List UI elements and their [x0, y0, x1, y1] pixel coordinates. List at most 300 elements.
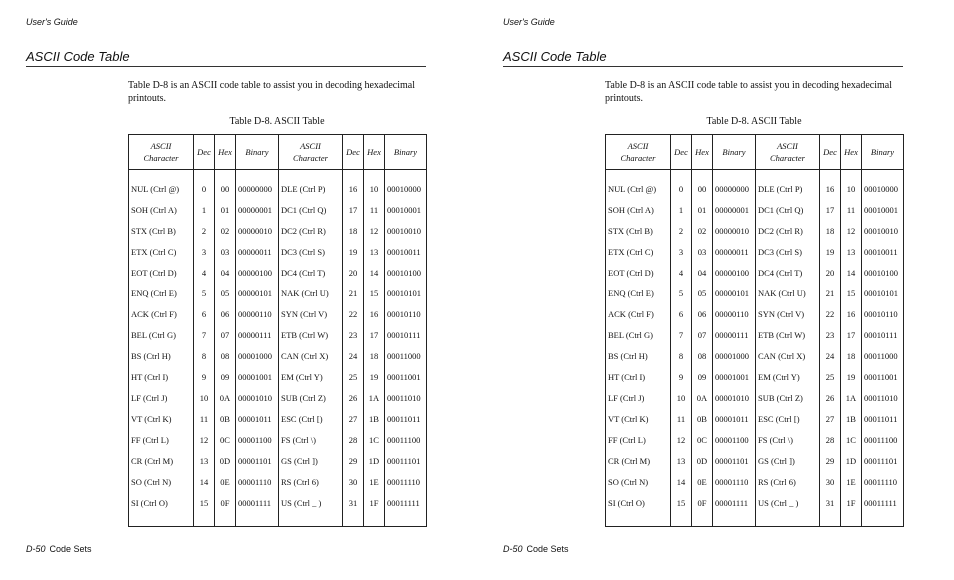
cell-binary: 00001111: [713, 493, 756, 514]
cell-dec: 5: [671, 283, 692, 304]
cell-hex: 15: [364, 283, 385, 304]
cell-hex: 0E: [215, 472, 236, 493]
table-bottom-spacer: [129, 514, 427, 527]
cell-ascii-char: EM (Ctrl Y): [756, 367, 820, 388]
cell-binary: 00001010: [236, 388, 279, 409]
cell-ascii-char: STX (Ctrl B): [129, 220, 194, 241]
cell-hex: 0D: [692, 451, 713, 472]
cell-dec: 26: [820, 388, 841, 409]
cell-binary: 00000001: [236, 199, 279, 220]
cell-ascii-char: SO (Ctrl N): [129, 472, 194, 493]
cell-ascii-char: BEL (Ctrl G): [606, 325, 671, 346]
cell-hex: 08: [215, 346, 236, 367]
cell-binary: 00011111: [862, 493, 904, 514]
cell-binary: 00001000: [713, 346, 756, 367]
cell-hex: 17: [841, 325, 862, 346]
cell-hex: 16: [841, 304, 862, 325]
cell-hex: 06: [692, 304, 713, 325]
cell-binary: 00010110: [385, 304, 427, 325]
cell-binary: 00011100: [862, 430, 904, 451]
cell-hex: 12: [841, 220, 862, 241]
cell-dec: 16: [820, 170, 841, 200]
cell-dec: 12: [194, 430, 215, 451]
header-ascii-character: ASCII Character: [756, 135, 820, 170]
cell-hex: 1E: [364, 472, 385, 493]
cell-dec: 19: [343, 241, 364, 262]
cell-ascii-char: EOT (Ctrl D): [606, 262, 671, 283]
cell-ascii-char: STX (Ctrl B): [606, 220, 671, 241]
table-row: [129, 451, 427, 472]
table-row: [129, 283, 427, 304]
cell-ascii-char: ACK (Ctrl F): [129, 304, 194, 325]
cell-ascii-char: ETB (Ctrl W): [279, 325, 343, 346]
cell-ascii-char: ENQ (Ctrl E): [129, 283, 194, 304]
cell-ascii-char: SYN (Ctrl V): [279, 304, 343, 325]
section-title: ASCII Code Table: [26, 49, 426, 67]
cell-hex: 1F: [841, 493, 862, 514]
cell-hex: 15: [841, 283, 862, 304]
table-row: [606, 472, 904, 493]
cell-dec: 30: [343, 472, 364, 493]
table-row: [606, 304, 904, 325]
cell-binary: 00000010: [713, 220, 756, 241]
cell-ascii-char: GS (Ctrl ]): [279, 451, 343, 472]
cell-ascii-char: DC3 (Ctrl S): [756, 241, 820, 262]
cell-hex: 05: [215, 283, 236, 304]
cell-dec: 8: [194, 346, 215, 367]
page-right: [477, 0, 954, 580]
header-binary: Binary: [385, 135, 427, 170]
cell-dec: 4: [194, 262, 215, 283]
cell-binary: 00011101: [862, 451, 904, 472]
cell-binary: 00011011: [385, 409, 427, 430]
cell-dec: 23: [820, 325, 841, 346]
cell-binary: 00011001: [385, 367, 427, 388]
table-bottom-spacer: [606, 514, 904, 527]
cell-dec: 7: [671, 325, 692, 346]
cell-ascii-char: DLE (Ctrl P): [756, 170, 820, 200]
cell-hex: 13: [364, 241, 385, 262]
header-binary: Binary: [862, 135, 904, 170]
cell-ascii-char: DC4 (Ctrl T): [279, 262, 343, 283]
cell-binary: 00010001: [385, 199, 427, 220]
cell-hex: 11: [841, 199, 862, 220]
cell-dec: 19: [820, 241, 841, 262]
table-row: [129, 325, 427, 346]
cell-dec: 17: [343, 199, 364, 220]
cell-ascii-char: CAN (Ctrl X): [279, 346, 343, 367]
cell-hex: 1C: [364, 430, 385, 451]
cell-binary: 00001101: [236, 451, 279, 472]
cell-ascii-char: DC2 (Ctrl R): [279, 220, 343, 241]
cell-binary: 00000110: [236, 304, 279, 325]
cell-dec: 27: [343, 409, 364, 430]
table-row: [129, 493, 427, 514]
cell-hex: 10: [841, 170, 862, 200]
cell-hex: 0C: [215, 430, 236, 451]
cell-hex: 17: [364, 325, 385, 346]
running-header: User's Guide: [26, 17, 78, 27]
cell-binary: 00010110: [862, 304, 904, 325]
cell-ascii-char: US (Ctrl _ ): [756, 493, 820, 514]
cell-dec: 13: [671, 451, 692, 472]
cell-hex: 18: [841, 346, 862, 367]
cell-binary: 00010101: [385, 283, 427, 304]
cell-ascii-char: EM (Ctrl Y): [279, 367, 343, 388]
table-row: [606, 451, 904, 472]
cell-binary: 00011110: [385, 472, 427, 493]
cell-binary: 00010100: [385, 262, 427, 283]
cell-binary: 00000001: [713, 199, 756, 220]
cell-ascii-char: CR (Ctrl M): [606, 451, 671, 472]
cell-hex: 1A: [364, 388, 385, 409]
table-row: [129, 199, 427, 220]
cell-ascii-char: RS (Ctrl 6): [279, 472, 343, 493]
cell-binary: 00010011: [862, 241, 904, 262]
cell-binary: 00010010: [862, 220, 904, 241]
cell-ascii-char: NUL (Ctrl @): [606, 170, 671, 200]
header-dec: Dec: [671, 135, 692, 170]
cell-ascii-char: SUB (Ctrl Z): [756, 388, 820, 409]
cell-hex: 0D: [215, 451, 236, 472]
cell-binary: 00010101: [862, 283, 904, 304]
cell-ascii-char: US (Ctrl _ ): [279, 493, 343, 514]
cell-ascii-char: SOH (Ctrl A): [606, 199, 671, 220]
cell-hex: 19: [841, 367, 862, 388]
cell-hex: 13: [841, 241, 862, 262]
cell-dec: 20: [343, 262, 364, 283]
table-row: [606, 367, 904, 388]
cell-binary: 00000010: [236, 220, 279, 241]
header-hex: Hex: [841, 135, 862, 170]
cell-ascii-char: HT (Ctrl I): [129, 367, 194, 388]
cell-hex: 09: [215, 367, 236, 388]
cell-binary: 00010111: [862, 325, 904, 346]
table-row: [606, 220, 904, 241]
cell-ascii-char: ETX (Ctrl C): [606, 241, 671, 262]
cell-ascii-char: SUB (Ctrl Z): [279, 388, 343, 409]
cell-hex: 0A: [215, 388, 236, 409]
table-row: [129, 304, 427, 325]
cell-dec: 11: [671, 409, 692, 430]
cell-dec: 31: [343, 493, 364, 514]
cell-binary: 00001011: [713, 409, 756, 430]
cell-ascii-char: ETX (Ctrl C): [129, 241, 194, 262]
cell-ascii-char: VT (Ctrl K): [606, 409, 671, 430]
cell-hex: 02: [215, 220, 236, 241]
cell-ascii-char: LF (Ctrl J): [129, 388, 194, 409]
cell-hex: 19: [364, 367, 385, 388]
table-row: [606, 430, 904, 451]
header-ascii-character: ASCII Character: [279, 135, 343, 170]
table-row: [129, 409, 427, 430]
cell-dec: 20: [820, 262, 841, 283]
cell-dec: 13: [194, 451, 215, 472]
cell-hex: 07: [692, 325, 713, 346]
cell-hex: 0E: [692, 472, 713, 493]
cell-dec: 1: [194, 199, 215, 220]
cell-dec: 15: [194, 493, 215, 514]
header-hex: Hex: [215, 135, 236, 170]
cell-ascii-char: HT (Ctrl I): [606, 367, 671, 388]
cell-binary: 00011000: [385, 346, 427, 367]
table-row: [606, 388, 904, 409]
cell-binary: 00000000: [236, 170, 279, 200]
cell-dec: 7: [194, 325, 215, 346]
cell-dec: 23: [343, 325, 364, 346]
table-row: [606, 325, 904, 346]
cell-ascii-char: FS (Ctrl \): [279, 430, 343, 451]
cell-binary: 00011100: [385, 430, 427, 451]
cell-hex: 1B: [841, 409, 862, 430]
cell-hex: 09: [692, 367, 713, 388]
cell-binary: 00001110: [713, 472, 756, 493]
cell-dec: 30: [820, 472, 841, 493]
cell-binary: 00011111: [385, 493, 427, 514]
cell-dec: 26: [343, 388, 364, 409]
cell-dec: 17: [820, 199, 841, 220]
table-body: [606, 170, 904, 527]
page-footer: [26, 544, 92, 554]
cell-hex: 1A: [841, 388, 862, 409]
cell-dec: 24: [820, 346, 841, 367]
cell-dec: 18: [820, 220, 841, 241]
cell-dec: 27: [820, 409, 841, 430]
cell-dec: 22: [343, 304, 364, 325]
cell-dec: 10: [194, 388, 215, 409]
cell-hex: 1C: [841, 430, 862, 451]
table-body: [129, 170, 427, 527]
table-row: [606, 409, 904, 430]
cell-ascii-char: DC2 (Ctrl R): [756, 220, 820, 241]
cell-dec: 25: [343, 367, 364, 388]
table-row: [606, 493, 904, 514]
cell-dec: 18: [343, 220, 364, 241]
footer-section: Code Sets: [49, 544, 92, 554]
table-row: [129, 472, 427, 493]
cell-ascii-char: DC1 (Ctrl Q): [279, 199, 343, 220]
cell-binary: 00010000: [862, 170, 904, 200]
cell-hex: 02: [692, 220, 713, 241]
footer-page-number: D-50: [26, 544, 46, 554]
cell-dec: 1: [671, 199, 692, 220]
cell-binary: 00010011: [385, 241, 427, 262]
cell-hex: 1D: [841, 451, 862, 472]
cell-ascii-char: FF (Ctrl L): [129, 430, 194, 451]
cell-ascii-char: DLE (Ctrl P): [279, 170, 343, 200]
cell-hex: 0F: [692, 493, 713, 514]
cell-ascii-char: ETB (Ctrl W): [756, 325, 820, 346]
ascii-table: [128, 134, 427, 527]
table-row: [606, 283, 904, 304]
cell-ascii-char: BS (Ctrl H): [606, 346, 671, 367]
cell-binary: 00011010: [385, 388, 427, 409]
cell-binary: 00011011: [862, 409, 904, 430]
cell-ascii-char: ENQ (Ctrl E): [606, 283, 671, 304]
cell-ascii-char: CAN (Ctrl X): [756, 346, 820, 367]
cell-dec: 11: [194, 409, 215, 430]
table-row: [129, 367, 427, 388]
table-row: [129, 346, 427, 367]
cell-hex: 04: [215, 262, 236, 283]
cell-dec: 15: [671, 493, 692, 514]
ascii-table: [605, 134, 904, 527]
cell-hex: 04: [692, 262, 713, 283]
cell-dec: 10: [671, 388, 692, 409]
cell-ascii-char: FF (Ctrl L): [606, 430, 671, 451]
cell-ascii-char: DC1 (Ctrl Q): [756, 199, 820, 220]
cell-binary: 00011101: [385, 451, 427, 472]
cell-binary: 00000110: [713, 304, 756, 325]
page-footer: [503, 544, 569, 554]
cell-hex: 06: [215, 304, 236, 325]
cell-ascii-char: CR (Ctrl M): [129, 451, 194, 472]
cell-binary: 00000111: [236, 325, 279, 346]
cell-hex: 0A: [692, 388, 713, 409]
cell-ascii-char: DC4 (Ctrl T): [756, 262, 820, 283]
cell-hex: 03: [215, 241, 236, 262]
cell-dec: 6: [671, 304, 692, 325]
cell-dec: 2: [194, 220, 215, 241]
cell-dec: 3: [194, 241, 215, 262]
cell-ascii-char: SYN (Ctrl V): [756, 304, 820, 325]
cell-dec: 31: [820, 493, 841, 514]
cell-dec: 12: [671, 430, 692, 451]
cell-hex: 07: [215, 325, 236, 346]
cell-binary: 00001100: [236, 430, 279, 451]
table-row: [129, 170, 427, 200]
footer-section: Code Sets: [526, 544, 569, 554]
cell-ascii-char: SOH (Ctrl A): [129, 199, 194, 220]
cell-ascii-char: NUL (Ctrl @): [129, 170, 194, 200]
cell-dec: 2: [671, 220, 692, 241]
cell-hex: 03: [692, 241, 713, 262]
cell-dec: 14: [194, 472, 215, 493]
cell-binary: 00001010: [713, 388, 756, 409]
table-caption: Table D-8. ASCII Table: [229, 116, 325, 127]
cell-ascii-char: ESC (Ctrl [): [756, 409, 820, 430]
cell-ascii-char: BEL (Ctrl G): [129, 325, 194, 346]
table-row: [129, 430, 427, 451]
cell-dec: 14: [671, 472, 692, 493]
cell-hex: 0B: [215, 409, 236, 430]
cell-binary: 00010111: [385, 325, 427, 346]
cell-ascii-char: DC3 (Ctrl S): [279, 241, 343, 262]
cell-ascii-char: FS (Ctrl \): [756, 430, 820, 451]
header-dec: Dec: [194, 135, 215, 170]
cell-hex: 0F: [215, 493, 236, 514]
cell-dec: 28: [820, 430, 841, 451]
cell-hex: 0B: [692, 409, 713, 430]
cell-dec: 0: [194, 170, 215, 200]
header-dec: Dec: [343, 135, 364, 170]
cell-hex: 18: [364, 346, 385, 367]
cell-dec: 29: [343, 451, 364, 472]
table-row: [606, 241, 904, 262]
cell-dec: 3: [671, 241, 692, 262]
cell-binary: 00001001: [713, 367, 756, 388]
table-row: [606, 199, 904, 220]
cell-dec: 24: [343, 346, 364, 367]
cell-hex: 12: [364, 220, 385, 241]
table-caption: Table D-8. ASCII Table: [706, 116, 802, 127]
cell-hex: 1B: [364, 409, 385, 430]
cell-binary: 00011000: [862, 346, 904, 367]
table-row: [129, 388, 427, 409]
header-ascii-character: ASCII Character: [606, 135, 671, 170]
cell-binary: 00010001: [862, 199, 904, 220]
cell-ascii-char: BS (Ctrl H): [129, 346, 194, 367]
cell-hex: 16: [364, 304, 385, 325]
cell-binary: 00010000: [385, 170, 427, 200]
footer-page-number: D-50: [503, 544, 523, 554]
cell-dec: 16: [343, 170, 364, 200]
cell-binary: 00000111: [713, 325, 756, 346]
cell-binary: 00000101: [713, 283, 756, 304]
table-row: [606, 170, 904, 200]
header-dec: Dec: [820, 135, 841, 170]
cell-binary: 00001111: [236, 493, 279, 514]
cell-hex: 1F: [364, 493, 385, 514]
cell-hex: 14: [841, 262, 862, 283]
cell-binary: 00010010: [385, 220, 427, 241]
header-hex: Hex: [692, 135, 713, 170]
cell-binary: 00001001: [236, 367, 279, 388]
cell-hex: 10: [364, 170, 385, 200]
table-row: [129, 220, 427, 241]
table-row: [129, 262, 427, 283]
cell-binary: 00000100: [236, 262, 279, 283]
cell-binary: 00000011: [713, 241, 756, 262]
running-header: User's Guide: [503, 17, 555, 27]
cell-dec: 9: [671, 367, 692, 388]
cell-dec: 5: [194, 283, 215, 304]
cell-dec: 25: [820, 367, 841, 388]
header-binary: Binary: [236, 135, 279, 170]
cell-binary: 00011001: [862, 367, 904, 388]
cell-dec: 9: [194, 367, 215, 388]
cell-ascii-char: GS (Ctrl ]): [756, 451, 820, 472]
intro-paragraph: Table D-8 is an ASCII code table to assist you in decoding hexadecimal printouts.: [605, 80, 893, 104]
cell-binary: 00011110: [862, 472, 904, 493]
cell-hex: 0C: [692, 430, 713, 451]
cell-dec: 8: [671, 346, 692, 367]
cell-binary: 00000101: [236, 283, 279, 304]
table-row: [606, 346, 904, 367]
cell-ascii-char: NAK (Ctrl U): [279, 283, 343, 304]
cell-dec: 28: [343, 430, 364, 451]
cell-hex: 00: [692, 170, 713, 200]
cell-dec: 21: [343, 283, 364, 304]
cell-dec: 22: [820, 304, 841, 325]
cell-ascii-char: EOT (Ctrl D): [129, 262, 194, 283]
cell-ascii-char: SI (Ctrl O): [129, 493, 194, 514]
cell-hex: 00: [215, 170, 236, 200]
cell-binary: 00001000: [236, 346, 279, 367]
cell-binary: 00010100: [862, 262, 904, 283]
cell-binary: 00000011: [236, 241, 279, 262]
cell-binary: 00000100: [713, 262, 756, 283]
cell-dec: 0: [671, 170, 692, 200]
header-binary: Binary: [713, 135, 756, 170]
cell-dec: 21: [820, 283, 841, 304]
header-hex: Hex: [364, 135, 385, 170]
cell-ascii-char: SI (Ctrl O): [606, 493, 671, 514]
cell-hex: 1E: [841, 472, 862, 493]
cell-binary: 00011010: [862, 388, 904, 409]
cell-binary: 00001011: [236, 409, 279, 430]
cell-ascii-char: RS (Ctrl 6): [756, 472, 820, 493]
